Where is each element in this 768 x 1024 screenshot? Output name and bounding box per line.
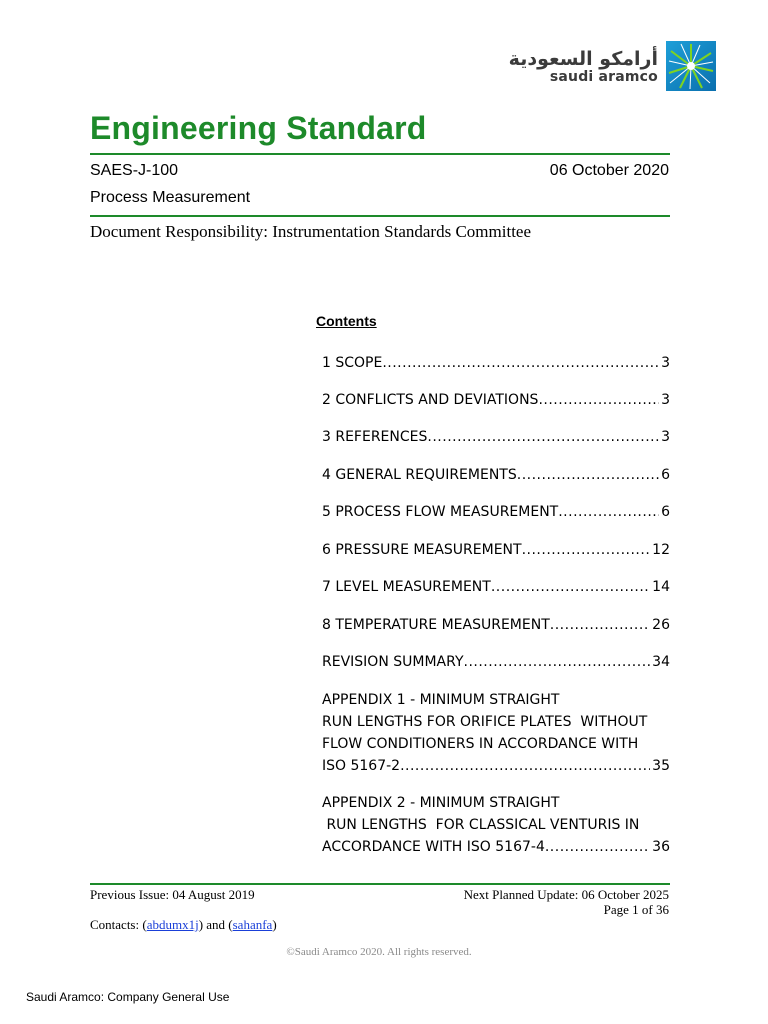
page-number: Page 1 of 36	[603, 902, 669, 917]
footer-divider	[90, 883, 670, 885]
document-date: 06 October 2020	[549, 162, 669, 179]
toc-page-number: 6	[661, 467, 670, 483]
toc-page-number: 6	[661, 504, 670, 520]
toc-entry[interactable]	[322, 352, 670, 374]
document-id: SAES-J-100	[90, 162, 179, 179]
next-planned-update	[464, 887, 669, 917]
classification-label: Saudi Aramco: Company General Use	[26, 990, 230, 1004]
toc-entry-title: ISO 5167-2	[322, 758, 401, 774]
toc-leader-dots	[538, 389, 659, 411]
contents-heading: Contents	[316, 313, 377, 329]
toc-leader-dots	[464, 651, 651, 673]
toc-page-number: 36	[652, 839, 670, 855]
toc-entry[interactable]	[322, 651, 670, 673]
toc-entry-title: REVISION SUMMARY	[322, 654, 464, 670]
toc-page-number: 35	[652, 758, 670, 774]
contacts-end: )	[272, 917, 277, 932]
toc-leader-dots	[382, 352, 659, 374]
copyright-notice: ©Saudi Aramco 2020. All rights reserved.	[286, 946, 472, 958]
aramco-star-icon	[666, 41, 716, 91]
contact-link-abdumx1j[interactable]: abdumx1j	[146, 917, 199, 932]
toc-entry[interactable]	[322, 576, 670, 598]
toc-leader-dots	[517, 464, 659, 486]
company-logo	[509, 38, 716, 94]
toc-page-number: 3	[661, 429, 670, 445]
toc-entry-line: RUN LENGTHS FOR CLASSICAL VENTURIS IN	[322, 817, 640, 833]
toc-leader-dots	[558, 501, 659, 523]
logo-arabic-text: أرامكو السعودية	[508, 47, 658, 70]
header-divider	[90, 215, 670, 217]
toc-entry[interactable]	[322, 501, 670, 523]
toc-entry-title: 5 PROCESS FLOW MEASUREMENT	[322, 504, 559, 520]
toc-entry-title: 7 LEVEL MEASUREMENT	[322, 579, 491, 595]
document-subject: Process Measurement	[90, 189, 251, 206]
contacts-label: Contacts: (	[90, 917, 147, 932]
previous-issue: Previous Issue: 04 August 2019	[90, 887, 255, 902]
toc-entry-line: FLOW CONDITIONERS IN ACCORDANCE WITH	[322, 736, 639, 752]
toc-entry[interactable]	[322, 464, 670, 486]
toc-leader-dots	[400, 755, 650, 777]
toc-entry[interactable]	[322, 792, 670, 858]
toc-entry-title: 6 PRESSURE MEASUREMENT	[322, 542, 522, 558]
document-responsibility: Document Responsibility: Instrumentation Standards Committee	[90, 222, 532, 241]
next-update-date: Next Planned Update: 06 October 2025	[463, 887, 669, 902]
toc-entry-title: 1 SCOPE	[322, 355, 383, 371]
toc-entry-title: ACCORDANCE WITH ISO 5167-4	[322, 839, 545, 855]
toc-leader-dots	[491, 576, 650, 598]
toc-page-number: 14	[652, 579, 670, 595]
toc-leader-dots	[427, 426, 659, 448]
toc-leader-dots	[550, 614, 650, 636]
toc-page-number: 26	[652, 617, 670, 633]
toc-leader-dots	[522, 539, 651, 561]
toc-page-number: 3	[661, 392, 670, 408]
toc-page-number: 12	[652, 542, 670, 558]
logo-wordmark	[509, 48, 658, 85]
toc-entry-title: 8 TEMPERATURE MEASUREMENT	[322, 617, 550, 633]
toc-page-number: 3	[661, 355, 670, 371]
page-title: Engineering Standard	[90, 110, 427, 146]
toc-entry-title: 4 GENERAL REQUIREMENTS	[322, 467, 517, 483]
logo-latin-text: saudi aramco	[549, 68, 658, 85]
toc-entry-title: 3 REFERENCES	[322, 429, 428, 445]
toc-entry[interactable]	[322, 389, 670, 411]
toc-entry[interactable]	[322, 426, 670, 448]
toc-page-number: 34	[652, 654, 670, 670]
toc-entry[interactable]	[322, 539, 670, 561]
toc-entry[interactable]	[322, 614, 670, 636]
toc-entry-line: APPENDIX 2 - MINIMUM STRAIGHT	[322, 795, 560, 811]
contacts-separator: ) and (	[198, 917, 233, 932]
contact-link-sahanfa[interactable]: sahanfa	[232, 917, 273, 932]
toc-entry-line: RUN LENGTHS FOR ORIFICE PLATES WITHOUT	[322, 714, 648, 730]
title-divider	[90, 153, 670, 155]
toc-leader-dots	[545, 836, 650, 858]
toc-entry[interactable]	[322, 689, 670, 777]
toc-entry-title: 2 CONFLICTS AND DEVIATIONS	[322, 392, 539, 408]
contacts	[90, 917, 277, 933]
toc-entry-line: APPENDIX 1 - MINIMUM STRAIGHT	[322, 692, 560, 708]
